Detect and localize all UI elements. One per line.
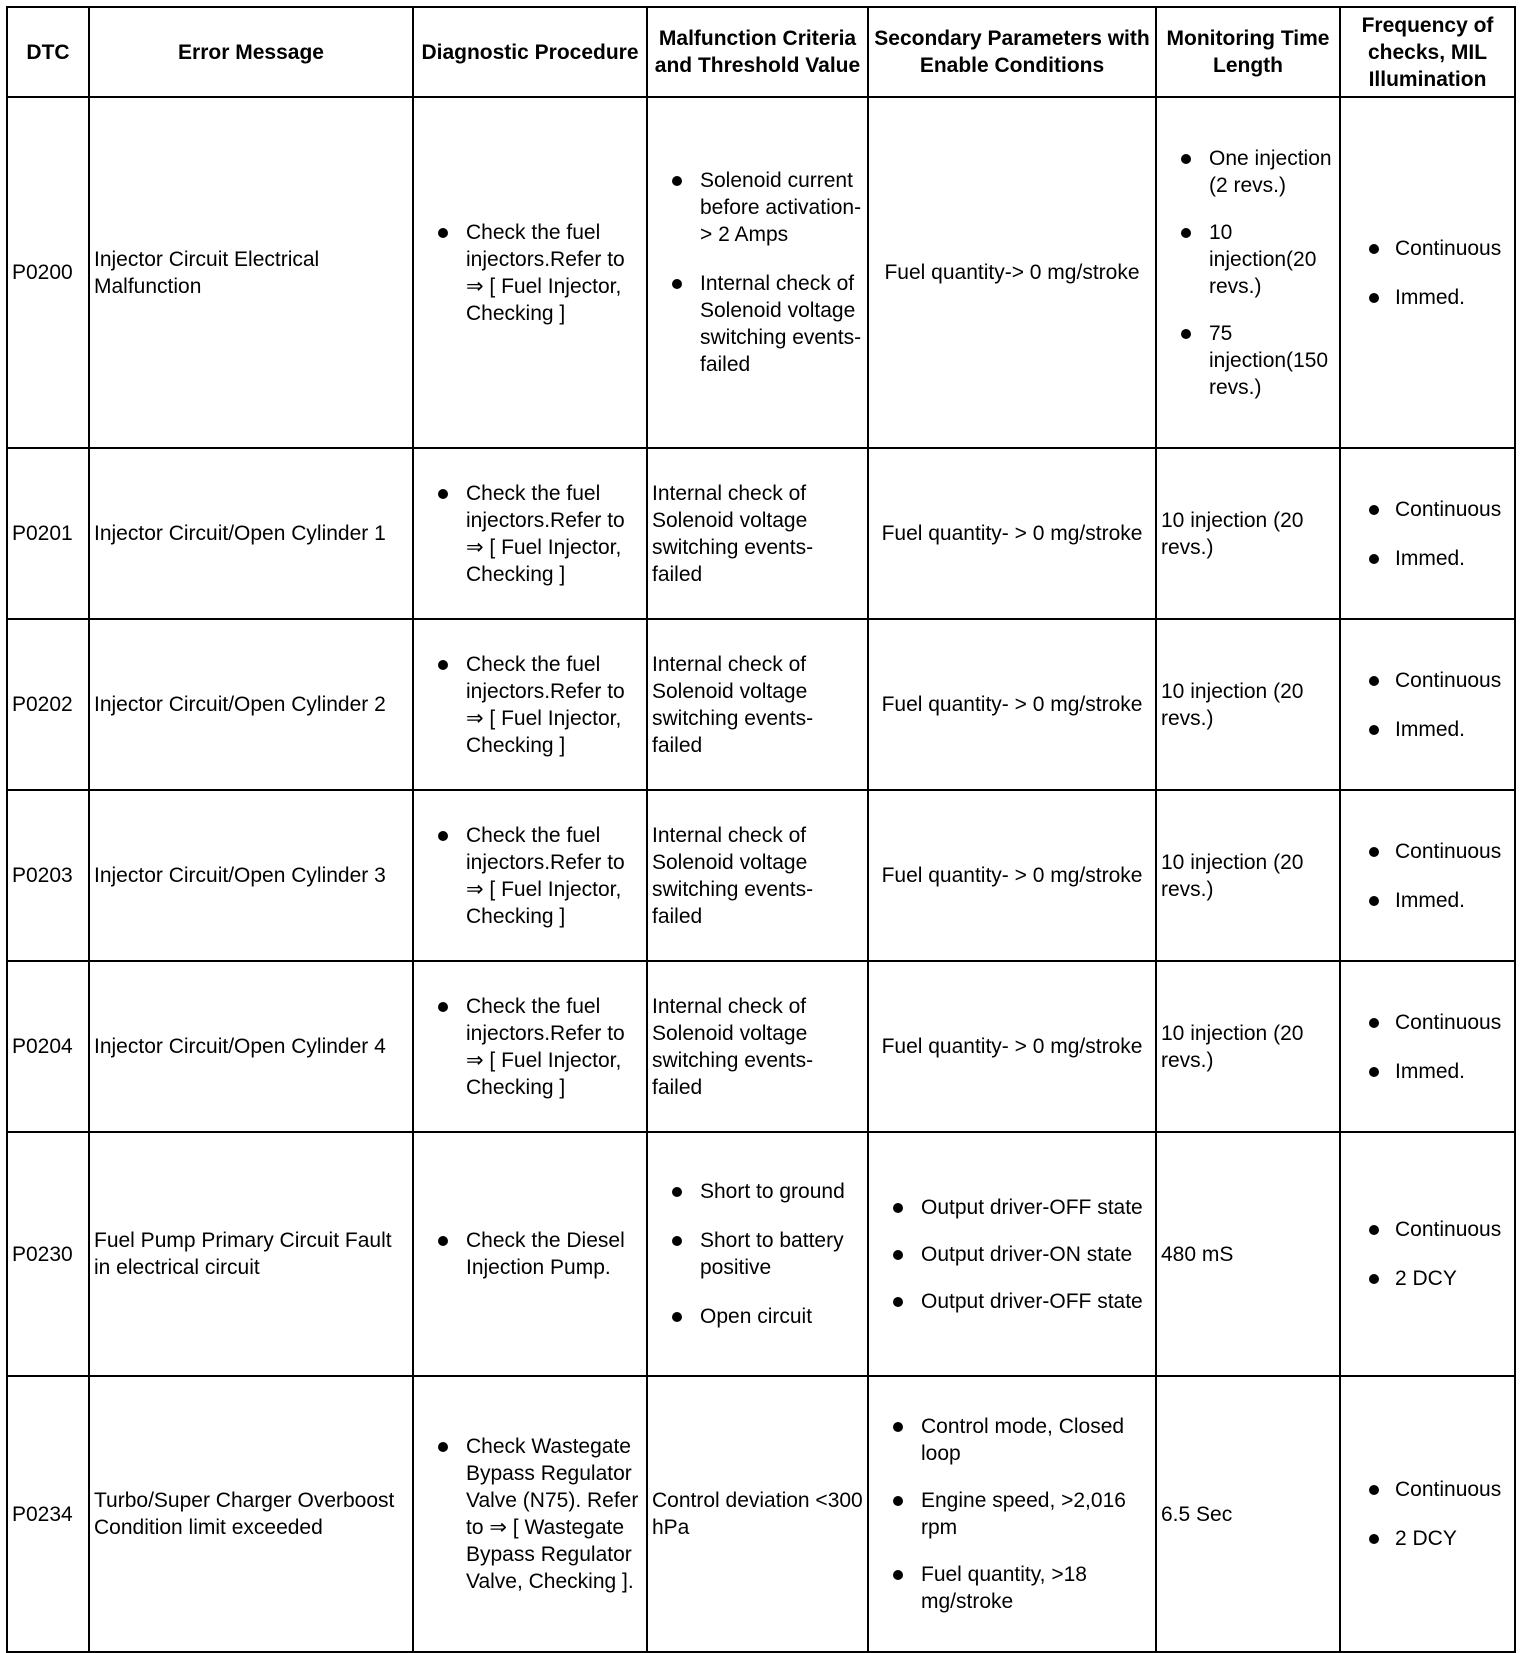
frequency xyxy=(1340,1132,1515,1376)
frequency-item: Immed. xyxy=(1345,284,1510,311)
parameter-item: Output driver-OFF state xyxy=(873,1194,1151,1221)
monitoring-item: 75 injection(150 revs.) xyxy=(1161,320,1335,401)
frequency-item: 2 DCY xyxy=(1345,1265,1510,1292)
header-malfunction-criteria: Malfunction Criteria and Threshold Value xyxy=(647,7,868,97)
frequency xyxy=(1340,961,1515,1132)
header-row xyxy=(7,7,1515,97)
error-message: Fuel Pump Primary Circuit Fault in electrical circuit xyxy=(89,1132,413,1376)
table-row xyxy=(7,1132,1515,1376)
monitoring-time: 10 injection (20 revs.) xyxy=(1156,961,1340,1132)
dtc-code: P0204 xyxy=(7,961,89,1132)
frequency-item: Continuous xyxy=(1345,235,1510,262)
secondary-parameters xyxy=(868,1376,1156,1652)
frequency-item: Immed. xyxy=(1345,1058,1510,1085)
dtc-code: P0203 xyxy=(7,790,89,961)
malfunction-criteria: Control deviation <300 hPa xyxy=(647,1376,868,1652)
malfunction-criteria: Internal check of Solenoid voltage switching events-failed xyxy=(647,448,868,619)
frequency-item: Continuous xyxy=(1345,667,1510,694)
table-row xyxy=(7,97,1515,448)
frequency-item: Immed. xyxy=(1345,716,1510,743)
criteria-item: Internal check of Solenoid voltage switching events-failed xyxy=(652,270,863,378)
secondary-parameters: Fuel quantity- > 0 mg/stroke xyxy=(868,790,1156,961)
secondary-parameters: Fuel quantity-> 0 mg/stroke xyxy=(868,97,1156,448)
diagnostic-procedure xyxy=(413,1376,647,1652)
dtc-table xyxy=(6,6,1516,1653)
frequency-item: Immed. xyxy=(1345,545,1510,572)
header-error-message: Error Message xyxy=(89,7,413,97)
frequency-item: Continuous xyxy=(1345,1009,1510,1036)
monitoring-time: 10 injection (20 revs.) xyxy=(1156,790,1340,961)
error-message: Injector Circuit/Open Cylinder 3 xyxy=(89,790,413,961)
header-diagnostic-procedure: Diagnostic Procedure xyxy=(413,7,647,97)
frequency-item: 2 DCY xyxy=(1345,1525,1510,1552)
parameter-item: Output driver-ON state xyxy=(873,1241,1151,1268)
secondary-parameters: Fuel quantity- > 0 mg/stroke xyxy=(868,619,1156,790)
criteria-item: Short to ground xyxy=(652,1178,863,1205)
diagnostic-procedure xyxy=(413,448,647,619)
malfunction-criteria xyxy=(647,1132,868,1376)
parameter-item: Fuel quantity, >18 mg/stroke xyxy=(873,1561,1151,1615)
procedure-item: Check the fuel injectors.Refer to ⇒ [ Fuel Injector, Checking ] xyxy=(418,651,642,759)
dtc-code: P0202 xyxy=(7,619,89,790)
diagnostic-procedure xyxy=(413,961,647,1132)
secondary-parameters xyxy=(868,1132,1156,1376)
criteria-item: Short to battery positive xyxy=(652,1227,863,1281)
error-message: Injector Circuit/Open Cylinder 2 xyxy=(89,619,413,790)
monitoring-item: One injection (2 revs.) xyxy=(1161,145,1335,199)
frequency-item: Continuous xyxy=(1345,1216,1510,1243)
error-message: Injector Circuit/Open Cylinder 1 xyxy=(89,448,413,619)
frequency-item: Continuous xyxy=(1345,838,1510,865)
monitoring-time xyxy=(1156,97,1340,448)
monitoring-time: 10 injection (20 revs.) xyxy=(1156,619,1340,790)
frequency xyxy=(1340,97,1515,448)
diagnostic-procedure xyxy=(413,1132,647,1376)
dtc-code: P0230 xyxy=(7,1132,89,1376)
parameter-item: Output driver-OFF state xyxy=(873,1288,1151,1315)
table-row xyxy=(7,1376,1515,1652)
frequency xyxy=(1340,790,1515,961)
header-secondary-parameters: Secondary Parameters with Enable Conditions xyxy=(868,7,1156,97)
parameter-item: Engine speed, >2,016 rpm xyxy=(873,1487,1151,1541)
parameter-item: Control mode, Closed loop xyxy=(873,1413,1151,1467)
table-row xyxy=(7,448,1515,619)
error-message: Turbo/Super Charger Overboost Condition limit exceeded xyxy=(89,1376,413,1652)
table-row xyxy=(7,790,1515,961)
monitoring-time: 480 mS xyxy=(1156,1132,1340,1376)
monitoring-time: 10 injection (20 revs.) xyxy=(1156,448,1340,619)
malfunction-criteria: Internal check of Solenoid voltage switching events-failed xyxy=(647,619,868,790)
dtc-code: P0200 xyxy=(7,97,89,448)
dtc-code: P0201 xyxy=(7,448,89,619)
malfunction-criteria: Internal check of Solenoid voltage switching events-failed xyxy=(647,961,868,1132)
procedure-item: Check the Diesel Injection Pump. xyxy=(418,1227,642,1281)
malfunction-criteria: Internal check of Solenoid voltage switching events-failed xyxy=(647,790,868,961)
procedure-item: Check the fuel injectors.Refer to ⇒ [ Fuel Injector, Checking ] xyxy=(418,219,642,327)
diagnostic-procedure xyxy=(413,790,647,961)
header-monitoring-time: Monitoring Time Length xyxy=(1156,7,1340,97)
header-dtc: DTC xyxy=(7,7,89,97)
criteria-item: Solenoid current before activation-> 2 Amps xyxy=(652,167,863,248)
error-message: Injector Circuit Electrical Malfunction xyxy=(89,97,413,448)
procedure-item: Check the fuel injectors.Refer to ⇒ [ Fuel Injector, Checking ] xyxy=(418,480,642,588)
frequency xyxy=(1340,1376,1515,1652)
monitoring-item: 10 injection(20 revs.) xyxy=(1161,219,1335,300)
malfunction-criteria xyxy=(647,97,868,448)
procedure-item: Check the fuel injectors.Refer to ⇒ [ Fuel Injector, Checking ] xyxy=(418,822,642,930)
frequency-item: Immed. xyxy=(1345,887,1510,914)
secondary-parameters: Fuel quantity- > 0 mg/stroke xyxy=(868,448,1156,619)
criteria-item: Open circuit xyxy=(652,1303,863,1330)
table-row xyxy=(7,961,1515,1132)
error-message: Injector Circuit/Open Cylinder 4 xyxy=(89,961,413,1132)
frequency xyxy=(1340,448,1515,619)
frequency-item: Continuous xyxy=(1345,496,1510,523)
frequency xyxy=(1340,619,1515,790)
procedure-item: Check Wastegate Bypass Regulator Valve (N75). Refer to ⇒ [ Wastegate Bypass Regulator Valve, Checking ]. xyxy=(418,1433,642,1595)
secondary-parameters: Fuel quantity- > 0 mg/stroke xyxy=(868,961,1156,1132)
diagnostic-procedure xyxy=(413,97,647,448)
dtc-code: P0234 xyxy=(7,1376,89,1652)
frequency-item: Continuous xyxy=(1345,1476,1510,1503)
monitoring-time: 6.5 Sec xyxy=(1156,1376,1340,1652)
table-row xyxy=(7,619,1515,790)
diagnostic-procedure xyxy=(413,619,647,790)
procedure-item: Check the fuel injectors.Refer to ⇒ [ Fuel Injector, Checking ] xyxy=(418,993,642,1101)
header-frequency: Frequency of checks, MIL Illumination xyxy=(1340,7,1515,97)
